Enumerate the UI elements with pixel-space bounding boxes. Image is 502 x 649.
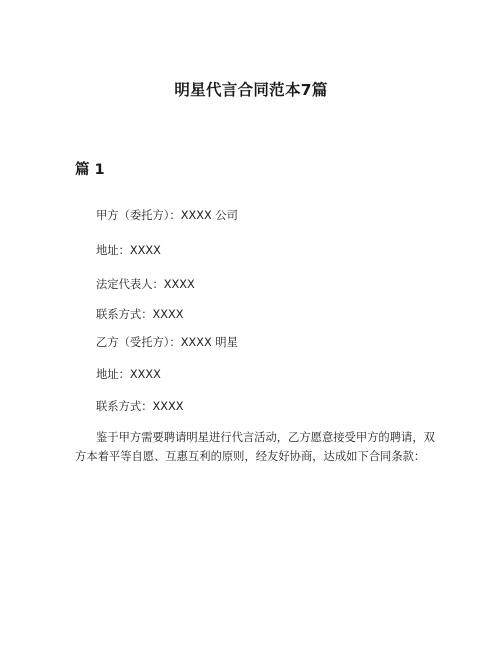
party-b-line: 乙方（受托方）：XXXX 明星	[96, 336, 238, 349]
party-b-contact-line: 联系方式：XXXX	[96, 400, 184, 413]
document-title: 明星代言合同范本7篇	[174, 81, 328, 99]
legal-representative-line: 法定代表人：XXXX	[96, 278, 195, 291]
party-a-address-line: 地址：XXXX	[96, 244, 161, 257]
party-a-contact-line: 联系方式：XXXX	[96, 308, 184, 321]
party-b-address-line: 地址：XXXX	[96, 368, 161, 381]
section-heading: 篇 1	[75, 162, 105, 178]
party-a-line: 甲方（委托方）：XXXX 公司	[96, 209, 238, 222]
contract-intro-paragraph: 鉴于甲方需要聘请明星进行代言活动，乙方愿意接受甲方的聘请，双方本着平等自愿、互惠互利的原则，经友好协商，达成如下合同条款：	[75, 431, 435, 463]
